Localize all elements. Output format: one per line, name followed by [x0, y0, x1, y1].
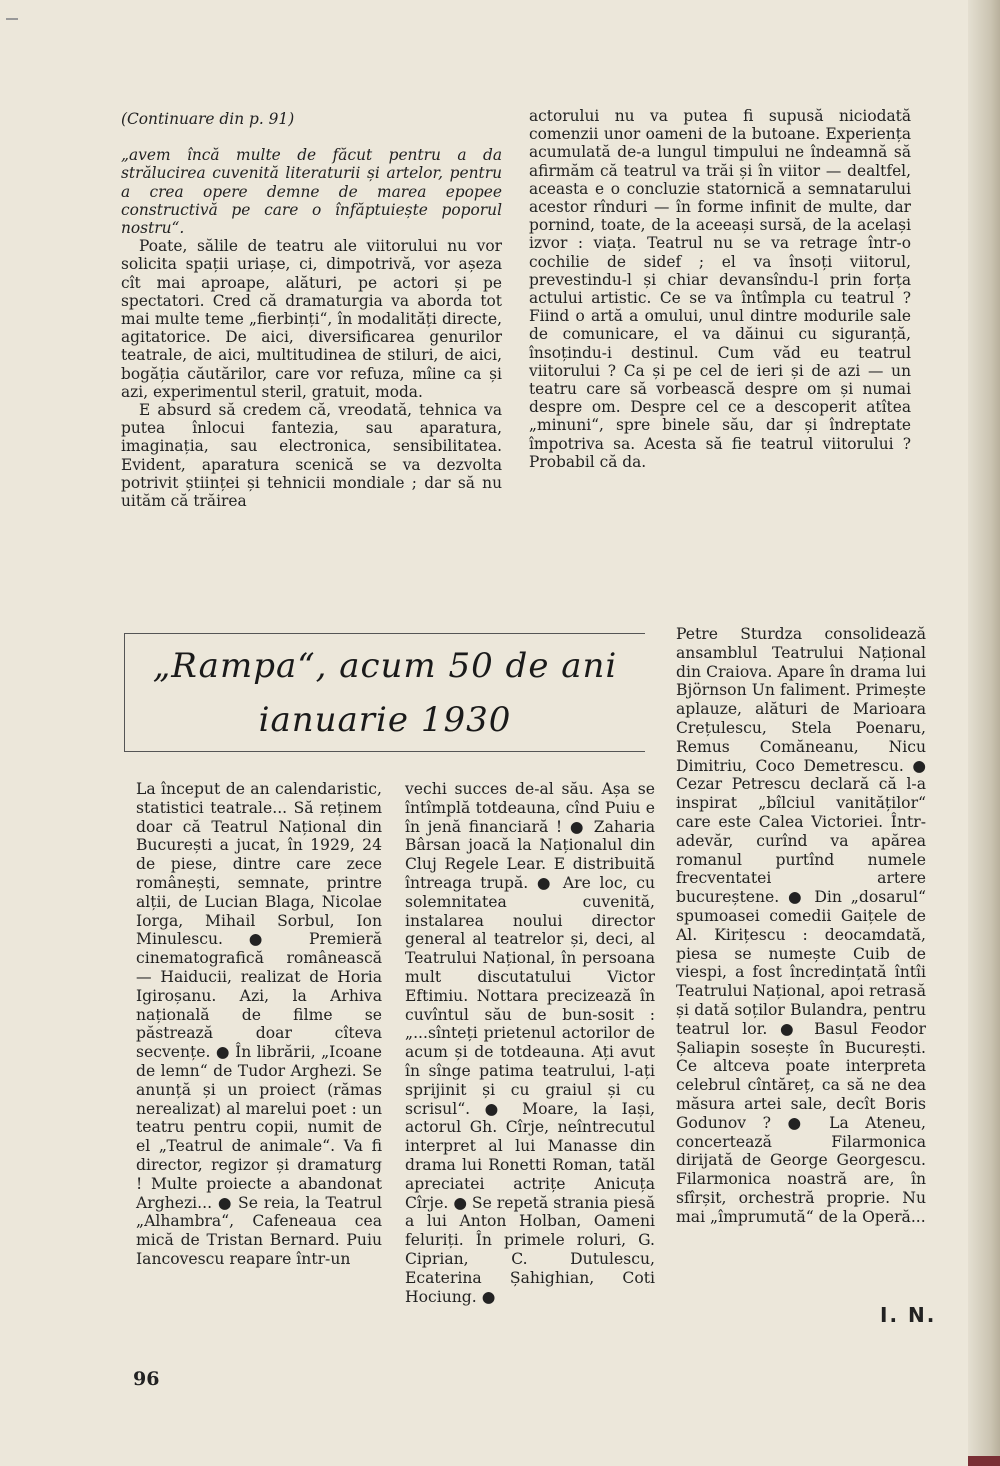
feature-column-1: [136, 780, 382, 1269]
feature-text: Petre Sturdza consolidează ansamblul Teatrului Național din Craiova. Apare în drama lui Björnson Un faliment. Primește aplauze, alături de Marioara Crețulescu, Stela Poenaru, Remus Comăneanu, Nicu Dimitriu, Coco Demetrescu. ● Cezar Petrescu declară că l-a inspirat „bîlciul vanităților“ care este Calea Victoriei. Într-adevăr, curînd va apărea romanul purtînd numele frecventatei artere bucureștene. ● Din „dosarul“ spumoasei comedii Gaițele de Al. Kirițescu : deocamdată, piesa se numește Cuib de viespi, a fost încredințată întîi Teatrului Național, apoi retrasă și dată soților Bulandra, pentru teatrul lor. ● Basul Feodor Șaliapin sosește în București. Ce altceva poate interpreta celebrul cîntăreț, ca să ne dea măsura artei sale, decît Boris Godunov ? ● La Ateneu, concertează Filarmonica dirijată de George Georgescu. Filarmonica noastră are, în sfîrșit, orchestră proprie. Nu mai „împrumută“ de la Operă...: [676, 625, 926, 1226]
feature-title: „Rampa“, acum 50 de ani: [152, 646, 618, 686]
article-paragraph: E absurd să credem că, vreodată, tehnica va putea înlocui fantezia, sau aparatura, imaginația, sau electronica, sensibilitatea. Evident, aparatura scenică se va dezvolta potrivit științei și tehnicii mondiale ; dar să nu uităm că trăirea: [121, 401, 502, 511]
feature-subtitle: ianuarie 1930: [258, 700, 512, 740]
article-left-column: [121, 110, 502, 510]
scan-mark: [6, 18, 18, 20]
article-paragraph: actorului nu va putea fi supusă niciodată comenzii unor oameni de la butoane. Experiența acumulată de-a lungul timpului ne îndeamnă să afirmăm că teatrul va trăi și în viitor — dealtfel, aceasta e o concluzie statornică a semnatarului acestor rînduri — în forme infinit de multe, dar pornind, toate, de la aceeași sursă, de la același izvor : viața. Teatrul nu se va retrage într-o cochilie de sidef ; el va însoți viitorul, prevestindu-l și chiar devansîndu-l prin forța actului artistic. Ce se va întîmpla cu teatrul ? Fiind o artă a omului, unul dintre modurile sale de comunicare, el va dăinui cu siguranță, însoțindu-i destinul. Cum văd eu teatrul viitorului ? Ca și pe cel de ieri și de azi — un teatru care să vorbească despre om și numai despre om. Despre cel ce a descoperit atîtea „minuni“, spre binele său, dar și îndreptate împotriva sa. Acesta să fie teatrul viitorului ? Probabil că da.: [529, 107, 911, 471]
feature-column-3: [676, 625, 926, 1227]
page-tab: [968, 1456, 1000, 1466]
feature-column-2: [405, 780, 655, 1306]
article-right-column: [529, 107, 911, 471]
page-number: 96: [133, 1368, 160, 1390]
feature-title-box: [124, 633, 645, 752]
article-quote: „avem încă multe de făcut pentru a da strălucirea cuvenită literaturii și artelor, pentru a crea opere demne de marea epopee constructivă pe care o înfăptuiește poporul nostru“.: [121, 146, 502, 238]
author-initials: I. N.: [880, 1303, 937, 1327]
article-paragraph: Poate, sălile de teatru ale viitorului nu vor solicita spații uriașe, ci, dimpotrivă, vor așeza cît mai aproape, alături, pe actori și pe spectatori. Cred că dramaturgia va aborda tot mai multe teme „fierbinți“, în modalități directe, agitatorice. De aici, diversificarea genurilor teatrale, de aici, multitudinea de stiluri, de aici, bogăția căutărilor, care vor refuza, mîine ca și azi, experimentul steril, gratuit, moda.: [121, 237, 502, 401]
continuation-note: (Continuare din p. 91): [121, 110, 295, 128]
feature-text: La început de an calendaristic, statistici teatrale... Să reținem doar că Teatrul Național din București a jucat, în 1929, 24 de piese, dintre care zece românești, semnate, printre alții, de Lucian Blaga, Nicolae Iorga, Mihail Sorbul, Ion Minulescu. ● Premieră cinematografică românească — Haiducii, realizat de Horia Igiroșanu. Azi, la Arhiva națională de filme se păstrează doar cîteva secvențe. ● În librării, „Icoane de lemn“ de Tudor Arghezi. Se anunță și un proiect (rămas nerealizat) al marelui poet : un teatru pentru copii, numit de el „Teatrul de animale“. Va fi director, regizor și dramaturg ! Multe proiecte a abandonat Arghezi... ● Se reia, la Teatrul „Alhambra“, Cafeneaua cea mică de Tristan Bernard. Puiu Iancovescu reapare într-un: [136, 780, 382, 1268]
feature-text: vechi succes de-al său. Așa se întîmplă totdeauna, cînd Puiu e în jenă financiară ! ● Zaharia Bârsan joacă la Naționalul din Cluj Regele Lear. E distribuită întreaga trupă. ● Are loc, cu solemnitatea cuvenită, instalarea noului director general al teatrelor și, deci, al Teatrului Național, în persoana mult discutatului Victor Eftimiu. Nottara precizează în cuvîntul său de bun-sosit : „...sînteți prietenul actorilor de acum și de totdeauna. Ați avut în sînge patima teatrului, l-ați sprijinit și cu graiul și cu scrisul“. ● Moare, la Iași, actorul Gh. Cîrje, neîntrecutul interpret al lui Manasse din drama lui Ronetti Roman, tatăl apreciatei actrițe Anicuța Cîrje. ● Se repetă strania piesă a lui Anton Holban, Oameni feluriți. În primele roluri, G. Ciprian, C. Dutulescu, Ecaterina Șahighian, Coti Hociung. ●: [405, 780, 655, 1306]
page-edge: [968, 0, 1000, 1466]
